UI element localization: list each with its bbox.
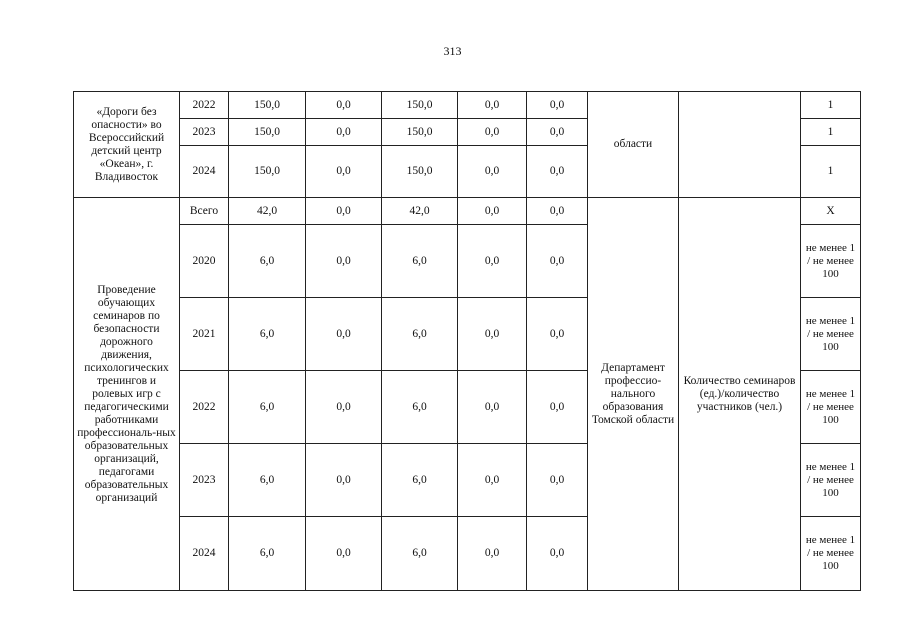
year-cell: 2024 bbox=[180, 517, 229, 591]
total-cell: 6,0 bbox=[229, 444, 306, 517]
regional-cell: 6,0 bbox=[382, 225, 458, 298]
regional-cell: 6,0 bbox=[382, 298, 458, 371]
value-cell: не менее 1 / не менее 100 bbox=[801, 225, 861, 298]
value-cell: не менее 1 / не менее 100 bbox=[801, 517, 861, 591]
other-cell: 0,0 bbox=[527, 92, 588, 119]
total-cell: 150,0 bbox=[229, 92, 306, 119]
year-cell: 2021 bbox=[180, 298, 229, 371]
regional-cell: 6,0 bbox=[382, 444, 458, 517]
total-cell: 42,0 bbox=[229, 198, 306, 225]
local-cell: 0,0 bbox=[458, 198, 527, 225]
total-cell: 6,0 bbox=[229, 371, 306, 444]
executor-cell: Департамент профессио-нального образования Томской области bbox=[588, 198, 679, 591]
total-cell: 6,0 bbox=[229, 517, 306, 591]
page-number: 313 bbox=[443, 44, 462, 58]
federal-cell: 0,0 bbox=[306, 92, 382, 119]
year-cell: 2022 bbox=[180, 92, 229, 119]
value-cell: не менее 1 / не менее 100 bbox=[801, 371, 861, 444]
other-cell: 0,0 bbox=[527, 371, 588, 444]
indicator-cell bbox=[679, 92, 801, 198]
executor-cell: области bbox=[588, 92, 679, 198]
regional-cell: 42,0 bbox=[382, 198, 458, 225]
federal-cell: 0,0 bbox=[306, 371, 382, 444]
local-cell: 0,0 bbox=[458, 371, 527, 444]
value-cell: 1 bbox=[801, 119, 861, 146]
other-cell: 0,0 bbox=[527, 444, 588, 517]
year-cell: 2022 bbox=[180, 371, 229, 444]
value-cell: 1 bbox=[801, 92, 861, 119]
other-cell: 0,0 bbox=[527, 225, 588, 298]
federal-cell: 0,0 bbox=[306, 225, 382, 298]
regional-cell: 6,0 bbox=[382, 371, 458, 444]
local-cell: 0,0 bbox=[458, 225, 527, 298]
local-cell: 0,0 bbox=[458, 444, 527, 517]
regional-cell: 150,0 bbox=[382, 119, 458, 146]
activity-name-cell: «Дороги без опасности» во Всероссийский детский центр «Океан», г. Владивосток bbox=[74, 92, 180, 198]
other-cell: 0,0 bbox=[527, 298, 588, 371]
federal-cell: 0,0 bbox=[306, 119, 382, 146]
total-cell: 150,0 bbox=[229, 146, 306, 198]
table-row bbox=[74, 92, 861, 119]
regional-cell: 150,0 bbox=[382, 146, 458, 198]
regional-cell: 6,0 bbox=[382, 517, 458, 591]
total-cell: 6,0 bbox=[229, 225, 306, 298]
table-row bbox=[74, 198, 861, 225]
federal-cell: 0,0 bbox=[306, 298, 382, 371]
program-table bbox=[73, 91, 861, 591]
local-cell: 0,0 bbox=[458, 119, 527, 146]
value-cell: не менее 1 / не менее 100 bbox=[801, 298, 861, 371]
other-cell: 0,0 bbox=[527, 119, 588, 146]
year-cell: 2020 bbox=[180, 225, 229, 298]
local-cell: 0,0 bbox=[458, 92, 527, 119]
year-cell: Всего bbox=[180, 198, 229, 225]
local-cell: 0,0 bbox=[458, 298, 527, 371]
value-cell: 1 bbox=[801, 146, 861, 198]
year-cell: 2023 bbox=[180, 444, 229, 517]
other-cell: 0,0 bbox=[527, 198, 588, 225]
other-cell: 0,0 bbox=[527, 146, 588, 198]
year-cell: 2024 bbox=[180, 146, 229, 198]
federal-cell: 0,0 bbox=[306, 517, 382, 591]
local-cell: 0,0 bbox=[458, 146, 527, 198]
indicator-cell: Количество семинаров (ед.)/количество участников (чел.) bbox=[679, 198, 801, 591]
local-cell: 0,0 bbox=[458, 517, 527, 591]
year-cell: 2023 bbox=[180, 119, 229, 146]
activity-name-cell: Проведение обучающих семинаров по безопасности дорожного движения, психологических тренингов и ролевых игр с педагогическими работниками профессиональ-ных образовательных организаций, педагогами образовательных организаций bbox=[74, 198, 180, 591]
value-cell: не менее 1 / не менее 100 bbox=[801, 444, 861, 517]
federal-cell: 0,0 bbox=[306, 146, 382, 198]
total-cell: 6,0 bbox=[229, 298, 306, 371]
total-cell: 150,0 bbox=[229, 119, 306, 146]
federal-cell: 0,0 bbox=[306, 198, 382, 225]
federal-cell: 0,0 bbox=[306, 444, 382, 517]
other-cell: 0,0 bbox=[527, 517, 588, 591]
value-cell: X bbox=[801, 198, 861, 225]
regional-cell: 150,0 bbox=[382, 92, 458, 119]
